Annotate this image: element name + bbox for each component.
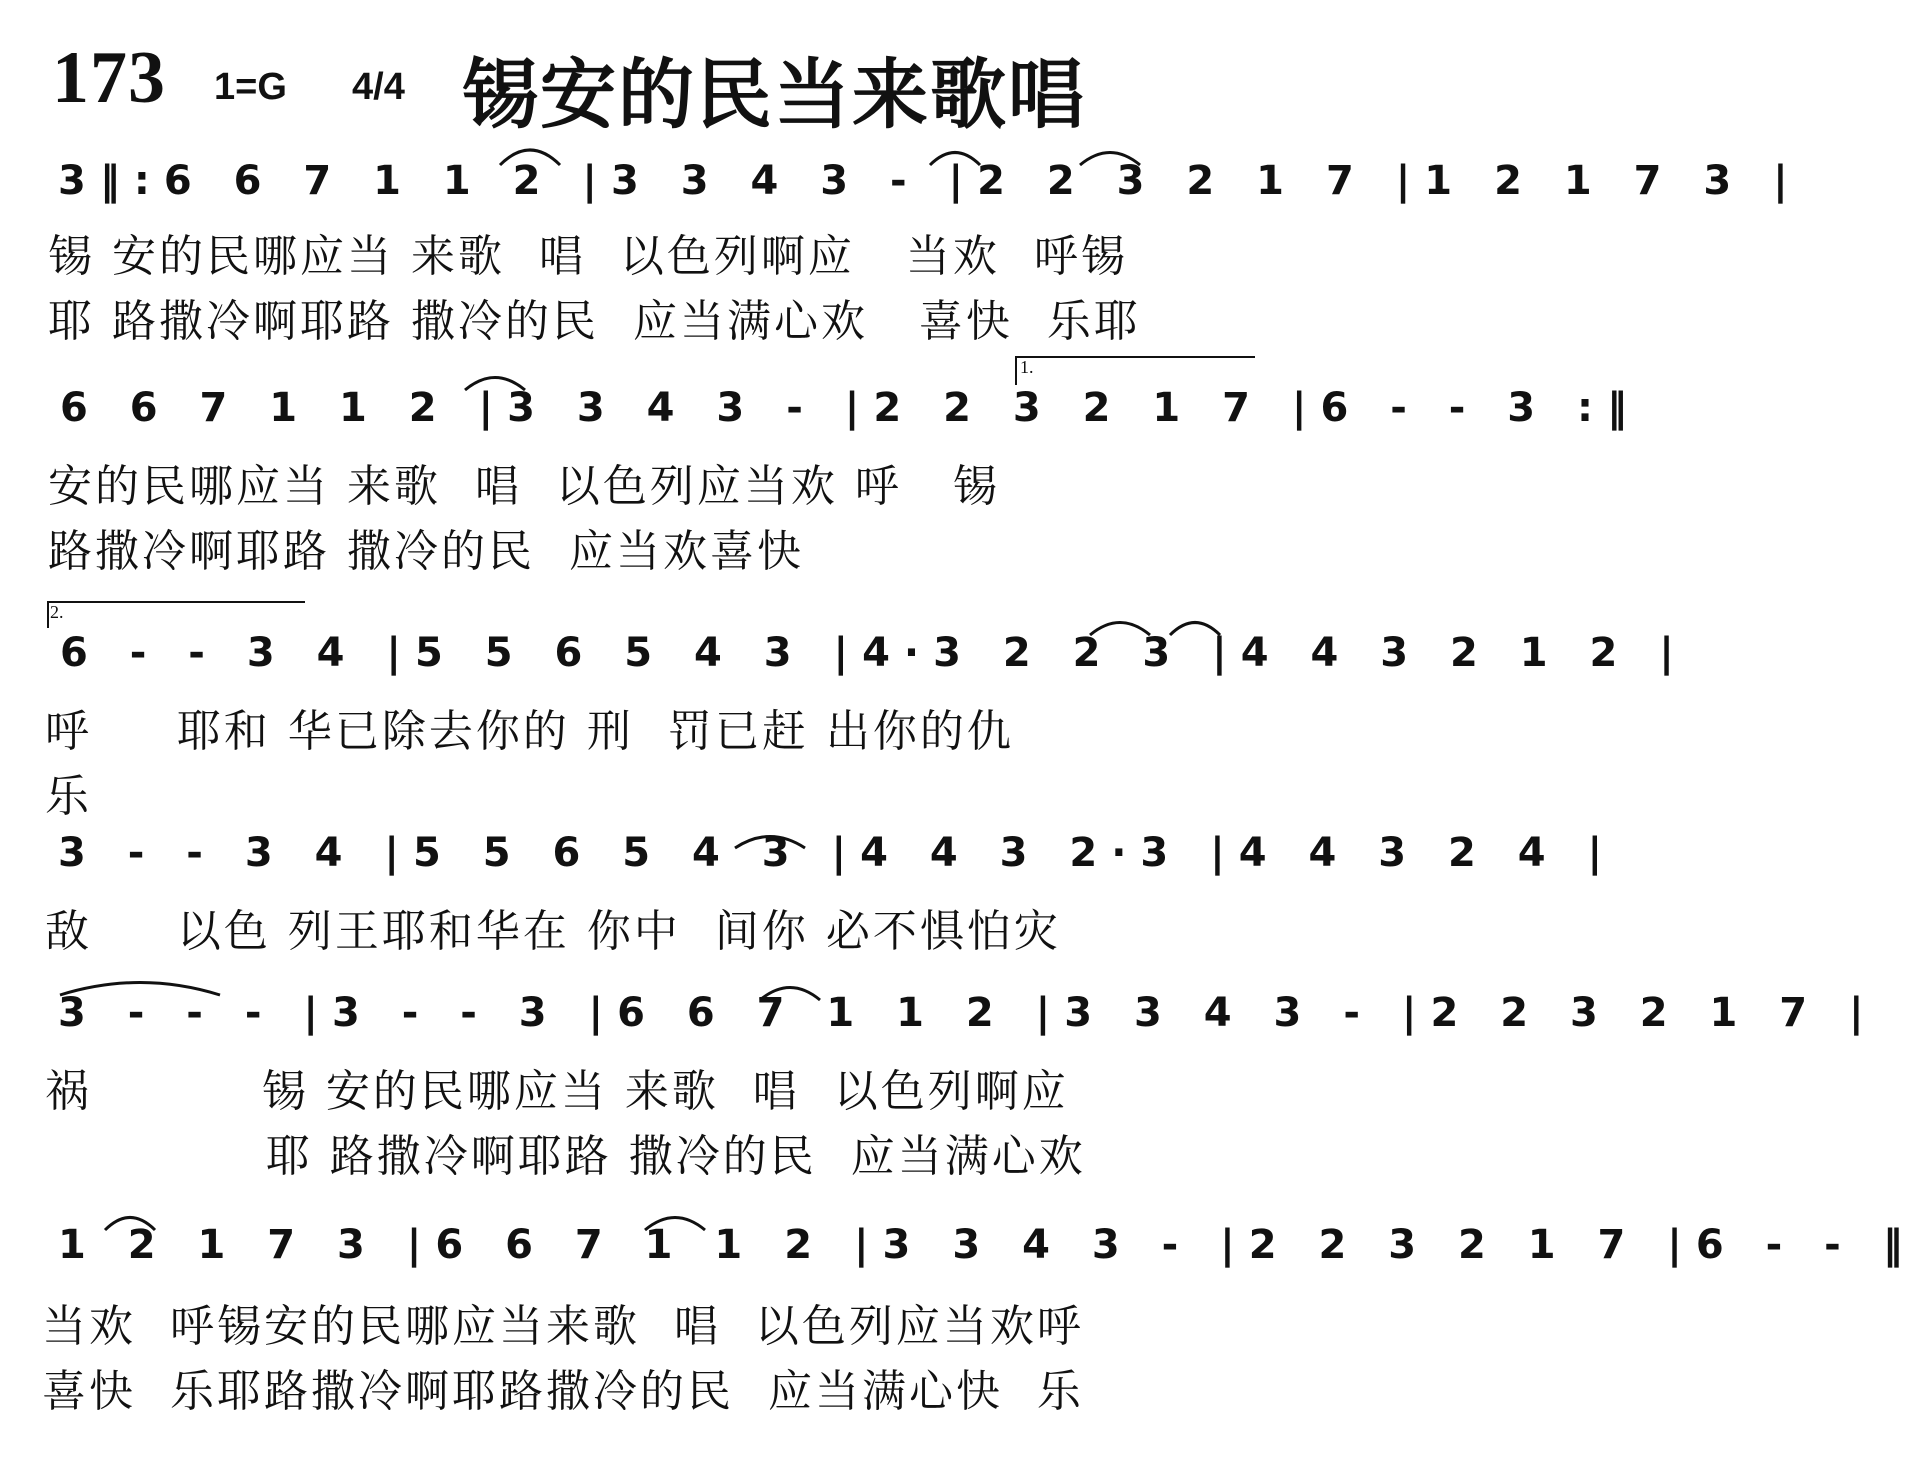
lyric-verse-1: 祸 锡 安的民哪应当 来歌 唱 以色列啊应 bbox=[45, 1066, 1069, 1117]
lyric-verse-1: 安的民哪应当 来歌 唱 以色列应当欢 呼 锡 bbox=[48, 461, 1000, 512]
lyric-verse-1: 当欢 呼锡安的民哪应当来歌 唱 以色列应当欢呼 bbox=[42, 1301, 1084, 1352]
lyric-verse-2: 喜快 乐耶路撒冷啊耶路撒冷的民 应当满心快 乐 bbox=[42, 1366, 1084, 1417]
lyric-verse-2: 耶 路撒冷啊耶路 撒冷的民 应当满心欢 bbox=[45, 1131, 1086, 1182]
volta-label: 1. bbox=[1020, 357, 1034, 377]
score-system-2 bbox=[0, 355, 1642, 577]
lyric-verse-1: 呼 耶和 华已除去你的 刑 罚已赶 出你的仇 bbox=[45, 706, 1014, 757]
notation-line: 3 - - - |3 - - 3 |6 6 7 1 1 2 |3 3 4 3 - |2 2 3 2 1 7 | bbox=[58, 990, 1878, 1036]
time-signature: 4/4 bbox=[352, 66, 405, 108]
lyric-verse-1: 锡 安的民哪应当 来歌 唱 以色列啊应 当欢 呼锡 bbox=[48, 231, 1128, 282]
score-system-6 bbox=[0, 1200, 1917, 1420]
notation-line: 3 - - 3 4 |5 5 6 5 4 3 |4 4 3 2·3 |4 4 3 2 4 | bbox=[58, 830, 1617, 876]
score-system-5 bbox=[0, 970, 1878, 1182]
lyric-verse-1: 敌 以色 列王耶和华在 你中 间你 必不惧怕灾 bbox=[45, 906, 1061, 957]
notation-line: 6 6 7 1 1 2 |3 3 4 3 - |2 2 3 2 1 7 |6 - - 3 :‖ bbox=[60, 385, 1642, 431]
hymn-number: 173 bbox=[52, 37, 166, 119]
score-system-1 bbox=[0, 150, 1802, 350]
lyric-verse-2: 乐 bbox=[45, 771, 92, 822]
notation-line: 6 - - 3 4 |5 5 6 5 4 3 |4·3 2 2 3 |4 4 3 2 1 2 | bbox=[60, 630, 1688, 676]
volta-label: 2. bbox=[50, 602, 64, 622]
lyric-verse-2: 路撒冷啊耶路 撒冷的民 应当欢喜快 bbox=[48, 526, 804, 577]
lyric-verse-2: 耶 路撒冷啊耶路 撒冷的民 应当满心欢 喜快 乐耶 bbox=[48, 296, 1141, 347]
song-title: 锡安的民当来歌唱 bbox=[462, 50, 1086, 139]
notation-line: 1 2 1 7 3 |6 6 7 1 1 2 |3 3 4 3 - |2 2 3 2 1 7 |6 - - ‖ bbox=[58, 1222, 1917, 1268]
notation-line: 3‖:6 6 7 1 1 2 |3 3 4 3 - |2 2 3 2 1 7 |1 2 1 7 3 | bbox=[58, 158, 1802, 204]
score-system-4 bbox=[0, 820, 1617, 960]
key-signature: 1=G bbox=[214, 66, 287, 108]
score-system-3 bbox=[0, 600, 1688, 822]
